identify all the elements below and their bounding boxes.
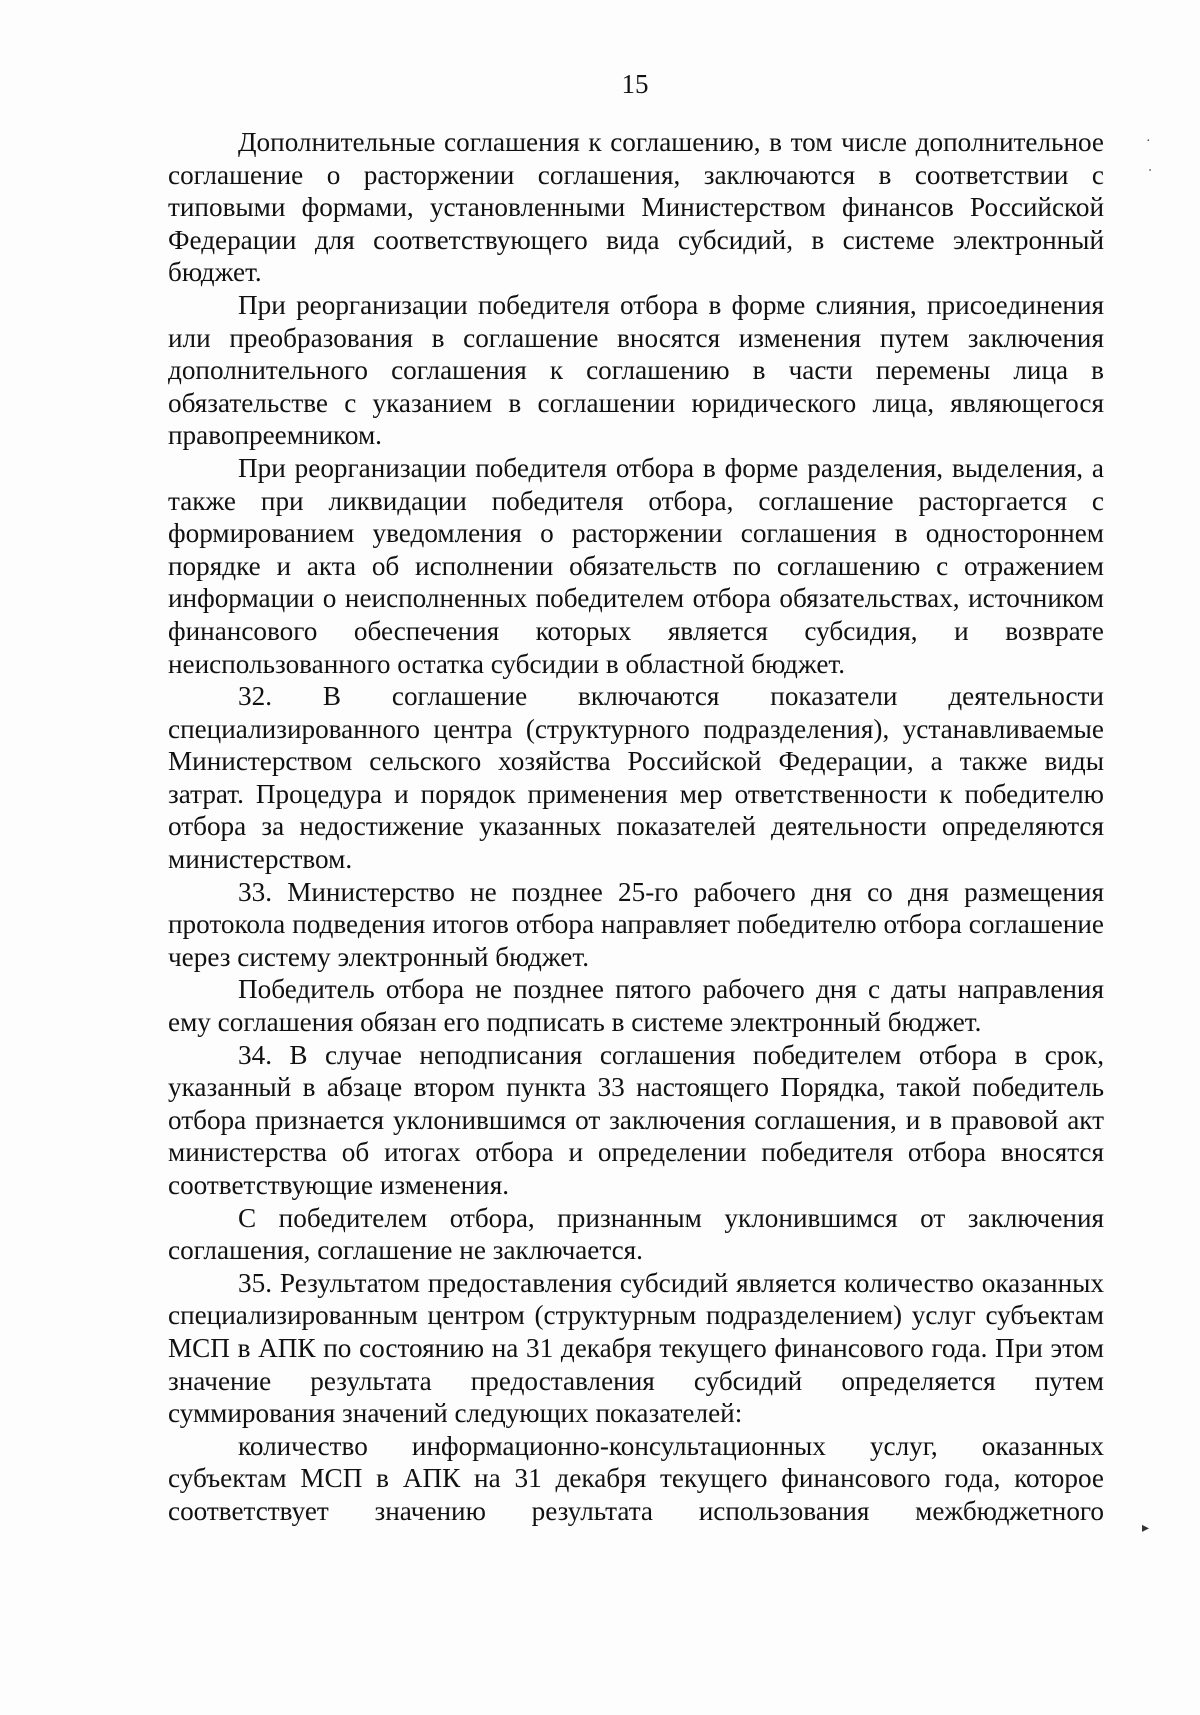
paragraph-no-agreement: С победителем отбора, признанным уклонившимся от заключения соглашения, соглашение не заключается.: [168, 1202, 1104, 1266]
paragraph-reorganization-division: При реорганизации победителя отбора в форме разделения, выделения, а также при ликвидации победителя отбора, соглашение расторгается с формированием уведомления о расторжении соглашения в одностороннем порядке и акта об исполнении обязательств по соглашению с отражением информации о неисполненных победителем отбора обязательствах, источником финансового обеспечения которых является субсидия, и возврате неиспользованного остатка субсидии в областной бюджет.: [168, 452, 1104, 679]
paragraph-consulting-services: количество информационно-консультационных услуг, оказанных субъектам МСП в АПК на 31 декабря текущего финансового года, которое соответствует значению результата использования межбюджетного: [168, 1430, 1104, 1526]
paragraph-item-32: 32. В соглашение включаются показатели деятельности специализированного центра (структурного подразделения), устанавливаемые Министерством сельского хозяйства Российской Федерации, а также виды затрат. Процедура и порядок применения мер ответственности к победителю отбора за недостижение указанных показателей деятельности определяются министерством.: [168, 681, 1104, 875]
scan-speck: ᐧ: [1148, 164, 1152, 179]
paragraph-reorganization-merger: При реорганизации победителя отбора в форме слияния, присоединения или преобразования в соглашение вносятся изменения путем заключения дополнительного соглашения к соглашению в части перемены лица в обязательстве с указанием в соглашении юридического лица, являющегося правопреемником.: [168, 289, 1104, 451]
paragraph-item-35: 35. Результатом предоставления субсидий является количество оказанных специализированным центром (структурным подразделением) услуг субъектам МСП в АПК по состоянию на 31 декабря текущего финансового года. При этом значение результата предоставления субсидий определяется путем суммирования значений следующих показателей:: [168, 1267, 1104, 1429]
document-body: [168, 126, 1104, 1528]
paragraph-item-33: 33. Министерство не позднее 25-го рабочего дня со дня размещения протокола подведения итогов отбора направляет победителю отбора соглашение через систему электронный бюджет.: [168, 876, 1104, 972]
paragraph-item-34: 34. В случае неподписания соглашения победителем отбора в срок, указанный в абзаце втором пункта 33 настоящего Порядка, такой победитель отбора признается уклонившимся от заключения соглашения, и в правовой акт министерства об итогах отбора и определении победителя отбора вносятся соответствующие изменения.: [168, 1039, 1104, 1200]
scan-speck: ·: [1146, 134, 1151, 149]
paragraph-signing-deadline: Победитель отбора не позднее пятого рабочего дня с даты направления ему соглашения обязан его подписать в системе электронный бюджет.: [168, 974, 1104, 1038]
page-number: 15: [621, 69, 649, 99]
paragraph-additional-agreements: Дополнительные соглашения к соглашению, в том числе дополнительное соглашение о расторжении соглашения, заключаются в соответствии с типовыми формами, установленными Министерством финансов Российской Федерации для соответствующего вида субсидий, в системе электронный бюджет.: [168, 127, 1104, 288]
scan-speck: ▸: [1142, 1521, 1150, 1536]
